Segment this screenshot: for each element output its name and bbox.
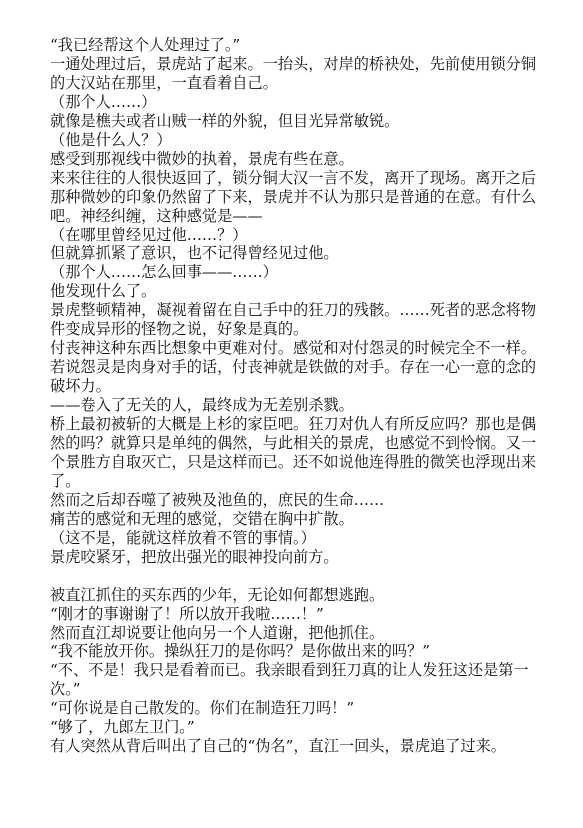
paragraph: （那个人……怎么回事——……）	[50, 263, 278, 282]
paragraph: 就像是樵夫或者山贼一样的外貌，但目光异常敏锐。	[50, 111, 400, 130]
paragraph: “不、不是！我只是看着而已。我亲眼看到狂刀真的让人发狂这还是第一次。”	[50, 661, 529, 699]
paragraph: 痛苦的感觉和无理的感觉，交错在胸中扩散。	[50, 509, 354, 528]
paragraph: （那个人……）	[50, 92, 157, 111]
paragraph: 景虎咬紧牙，把放出强光的眼神投向前方。	[50, 547, 339, 566]
section-1	[50, 36, 550, 567]
paragraph: 他发现什么了。	[50, 282, 157, 301]
paragraph: 被直江抓住的买东西的少年，无论如何都想逃跑。	[50, 585, 385, 604]
paragraph: 然而直江却说要让他向另一个人道谢，把他抓住。	[50, 623, 385, 642]
paragraph: 付丧神这种东西比想象中更难对付。感觉和对付怨灵的时候完全不一样。若说怨灵是肉身对手的话，付丧神就是铁做的对手。存在一心一意的念的破坏力。	[50, 339, 536, 396]
paragraph: （他是什么人？）	[50, 130, 172, 149]
section-2	[50, 586, 550, 757]
paragraph: ——卷入了无关的人，最终成为无差别杀戮。	[50, 396, 354, 415]
paragraph: 有人突然从背后叫出了自己的“伪名”，直江一回头，景虎追了过来。	[50, 737, 506, 756]
paragraph: “可你说是自己散发的。你们在制造狂刀吗！”	[50, 699, 355, 718]
paragraph: （在哪里曾经见过他……？）	[50, 225, 248, 244]
section-break	[50, 567, 550, 586]
paragraph: 感受到那视线中微妙的执着，景虎有些在意。	[50, 149, 354, 168]
document-page	[50, 36, 550, 756]
paragraph: 来来往往的人很快返回了，锁分铜大汉一言不发，离开了现场。离开之后那种微妙的印象仍然留了下来，景虎并不认为那只是普通的在意。有什么吧。神经纠缠，这种感觉是——	[50, 168, 536, 225]
paragraph: 然而之后却吞噬了被殃及池鱼的，庶民的生命……	[50, 490, 385, 509]
paragraph: （这不是，能就这样放着不管的事情。）	[50, 528, 316, 547]
paragraph: 一通处理过后，景虎站了起来。一抬头，对岸的桥袂处，先前使用锁分铜的大汉站在那里，一直看着自己。	[50, 54, 536, 92]
paragraph: 但就算抓紧了意识，也不记得曾经见过他。	[50, 244, 339, 263]
paragraph: “我已经帮这个人处理过了。”	[50, 36, 241, 54]
paragraph: “够了，九郎左卫门。”	[50, 718, 195, 737]
paragraph: 景虎整顿精神，凝视着留在自己手中的狂刀的残骸。……死者的恶念将物件变成异形的怪物之说，好象是真的。	[50, 301, 536, 339]
paragraph: “我不能放开你。操纵狂刀的是你吗？是你做出来的吗？”	[50, 642, 431, 661]
paragraph: 桥上最初被斩的大概是上杉的家臣吧。狂刀对仇人有所反应吗？那也是偶然的吗？就算只是单纯的偶然，与此相关的景虎，也感觉不到怜悯。又一个景胜方自取灭亡，只是这样而已。还不如说他连得胜的微笑也浮现出来了。	[50, 415, 536, 490]
paragraph: “刚才的事谢谢了！所以放开我啦……！”	[50, 604, 324, 623]
